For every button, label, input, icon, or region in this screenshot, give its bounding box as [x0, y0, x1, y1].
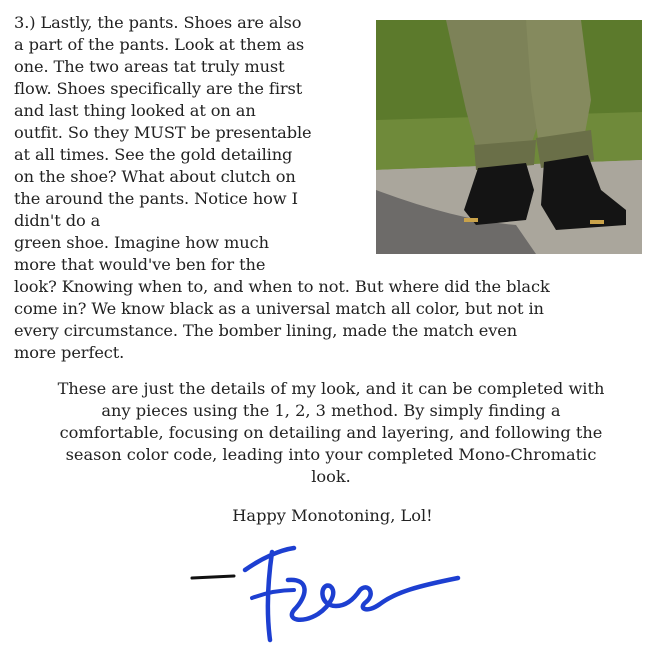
paragraph1-line: more perfect. — [14, 343, 125, 362]
paragraph1-line: every circumstance. The bomber lining, made the match even — [14, 321, 518, 340]
paragraph1-line: one. The two areas tat truly must — [14, 57, 285, 76]
paragraph1-line: a part of the pants. Look at them as — [14, 35, 305, 54]
paragraph2-line: These are just the details of my look, and it can be completed with — [57, 379, 605, 398]
paragraph2-line: any pieces using the 1, 2, 3 method. By simply finding a — [101, 401, 561, 420]
paragraph1-line: look? Knowing when to, and when to not. But where did the black — [14, 277, 550, 296]
paragraph-pants — [14, 12, 654, 364]
paragraph1-line: 3.) Lastly, the pants. Shoes are also — [14, 13, 302, 32]
paragraph2-line: look. — [311, 467, 351, 486]
paragraph1-line: the around the pants. Notice how I — [14, 189, 298, 208]
signoff-text: Happy Monotoning, Lol! — [232, 506, 433, 525]
paragraph-summary — [14, 378, 648, 488]
paragraph1-line: and last thing looked at on an — [14, 101, 256, 120]
pants-shoes-photo — [376, 20, 642, 254]
paragraph1-line: at all times. See the gold detailing — [14, 145, 293, 164]
paragraph1-line: didn't do a — [14, 211, 101, 230]
paragraph2-line: comfortable, focusing on detailing and layering, and following the — [59, 423, 603, 442]
paragraph1-line: outfit. So they MUST be presentable — [14, 123, 312, 142]
paragraph2-line: season color code, leading into your completed Mono-Chromatic — [65, 445, 597, 464]
paragraph1-line: more that would've ben for the — [14, 255, 266, 274]
paragraph1-line: flow. Shoes specifically are the first — [14, 79, 303, 98]
handwritten-signature — [190, 540, 465, 650]
paragraph1-line: on the shoe? What about clutch on — [14, 167, 296, 186]
paragraph1-line: come in? We know black as a universal match all color, but not in — [14, 299, 544, 318]
paragraph1-line: green shoe. Imagine how much — [14, 233, 269, 252]
